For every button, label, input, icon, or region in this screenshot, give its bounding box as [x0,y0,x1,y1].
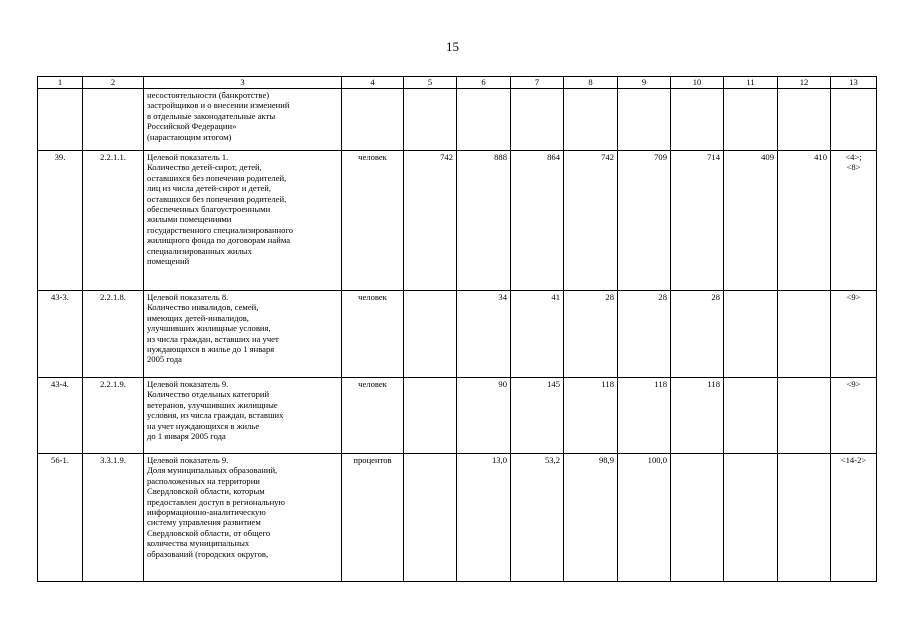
text-line: <9> [846,292,861,302]
text-line: <14-2> [840,455,867,465]
table-row [38,291,877,378]
header-cell: 3 [144,77,342,89]
value-cell-col5 [404,291,457,378]
text-line: из числа граждан, вставших на учет [147,333,279,344]
indicator-name-cell [144,454,342,582]
source-ref-cell [831,378,877,454]
text-line: лиц из числа детей-сирот и детей, [147,183,272,194]
table-row [38,454,877,582]
text-line: систему управления развитием [147,517,261,528]
value-cell-col10: 118 [671,378,724,454]
header-cell: 5 [404,77,457,89]
value-cell-col9: 28 [618,291,671,378]
text-line: <8> [846,162,861,173]
value-cell-col8: 98,9 [564,454,618,582]
value-cell-col9: 100,0 [618,454,671,582]
value-cell-col8: 742 [564,151,618,291]
source-ref-cell [831,89,877,151]
text-line: жилыми помещениями [147,214,232,225]
indicator-name-cell [144,378,342,454]
value-cell-col7: 53,2 [511,454,564,582]
text-line: Целевой показатель 9. [147,379,229,389]
header-cell: 12 [778,77,831,89]
header-cell: 6 [457,77,511,89]
text-line: помещений [147,256,190,267]
row-number-cell: 56-1. [38,454,83,582]
value-cell-col12: 410 [778,151,831,291]
value-cell-col11: 409 [724,151,778,291]
table-row [38,151,877,291]
source-ref-cell [831,454,877,582]
header-cell: 4 [342,77,404,89]
row-number-cell: 43-4. [38,378,83,454]
value-cell-col7: 864 [511,151,564,291]
indicator-name-cell [144,291,342,378]
value-cell-col10 [671,454,724,582]
value-cell-col12 [778,291,831,378]
row-code-cell: 2.2.1.8. [83,291,144,378]
table-row [38,89,877,151]
value-cell-col7: 145 [511,378,564,454]
value-cell-col9: 118 [618,378,671,454]
value-cell-col7 [511,89,564,151]
header-cell: 13 [831,77,877,89]
unit-cell: процентов [342,454,404,582]
unit-cell: человек [342,151,404,291]
row-code-cell: 2.2.1.1. [83,151,144,291]
unit-cell: человек [342,378,404,454]
text-line: государственного специализированного [147,224,294,235]
text-line: имеющих детей-инвалидов, [147,312,249,323]
text-line: жилищного фонда по договорам найма [147,235,291,246]
value-cell-col7: 41 [511,291,564,378]
text-line: Российской Федерации» [147,121,237,132]
text-line: в отдельные законодательные акты [147,110,276,121]
text-line: расположенных на территории [147,475,260,486]
text-line: обеспеченных благоустроенными [147,204,271,215]
text-line: количества муниципальных [147,538,250,549]
text-line: ветеранов, улучшивших жилищные [147,399,278,410]
value-cell-col11 [724,89,778,151]
text-line: предоставлен доступ в региональную [147,496,285,507]
text-line: оставшихся без попечения родителей, [147,172,287,183]
text-line: нуждающихся в жилье до 1 января [147,344,275,355]
text-line: Целевой показатель 9. [147,455,229,465]
source-ref-cell [831,151,877,291]
value-cell-col11 [724,454,778,582]
header-cell: 11 [724,77,778,89]
text-line: Свердловской области, от общего [147,527,271,538]
text-line: улучшивших жилищные условия, [147,323,271,334]
header-row [38,77,877,89]
text-line: Количество детей-сирот, детей, [147,162,262,173]
text-line: информационно-аналитическую [147,507,266,518]
value-cell-col6: 888 [457,151,511,291]
value-cell-col11 [724,291,778,378]
header-cell: 2 [83,77,144,89]
value-cell-col9 [618,89,671,151]
header-cell: 9 [618,77,671,89]
unit-cell: человек [342,291,404,378]
value-cell-col6 [457,89,511,151]
row-code-cell [83,89,144,151]
text-line: до 1 января 2005 года [147,431,226,442]
value-cell-col12 [778,89,831,151]
text-line: специализированных жилых [147,245,252,256]
text-line: (нарастающим итогом) [147,131,232,142]
value-cell-col10 [671,89,724,151]
text-line: Целевой показатель 1. [147,152,229,162]
value-cell-col8 [564,89,618,151]
text-line: <9> [846,379,861,389]
value-cell-col6: 13,0 [457,454,511,582]
header-cell: 10 [671,77,724,89]
text-line: на учет нуждающихся в жилье [147,420,260,431]
value-cell-col12 [778,378,831,454]
text-line: условия, из числа граждан, вставших [147,410,284,421]
text-line: <4>; [845,152,862,162]
value-cell-col5 [404,454,457,582]
header-cell: 1 [38,77,83,89]
value-cell-col9: 709 [618,151,671,291]
text-line: несостоятельности (банкротстве) [147,90,270,100]
indicators-table [37,76,877,582]
value-cell-col8: 28 [564,291,618,378]
row-number-cell: 43-3. [38,291,83,378]
header-cell: 7 [511,77,564,89]
text-line: застройщиков и о внесении изменений [147,100,290,111]
page-number: 15 [446,39,459,54]
text-line: Количество отдельных категорий [147,389,270,400]
header-cell: 8 [564,77,618,89]
value-cell-col5 [404,378,457,454]
row-code-cell: 2.2.1.9. [83,378,144,454]
value-cell-col8: 118 [564,378,618,454]
unit-cell [342,89,404,151]
indicator-name-cell [144,151,342,291]
table-row [38,378,877,454]
row-code-cell: 3.3.1.9. [83,454,144,582]
row-number-cell [38,89,83,151]
value-cell-col6: 34 [457,291,511,378]
text-line: образований (городских округов, [147,548,269,559]
text-line: Доля муниципальных образований, [147,465,278,476]
value-cell-col6: 90 [457,378,511,454]
row-number-cell: 39. [38,151,83,291]
value-cell-col5 [404,89,457,151]
value-cell-col11 [724,378,778,454]
text-line: 2005 года [147,354,182,365]
source-ref-cell [831,291,877,378]
text-line: Свердловской области, которым [147,486,265,497]
value-cell-col10: 28 [671,291,724,378]
value-cell-col10: 714 [671,151,724,291]
text-line: оставшихся без попечения родителей, [147,193,287,204]
indicator-name-cell [144,89,342,151]
text-line: Целевой показатель 8. [147,292,229,302]
value-cell-col5: 742 [404,151,457,291]
value-cell-col12 [778,454,831,582]
text-line: Количество инвалидов, семей, [147,302,259,313]
